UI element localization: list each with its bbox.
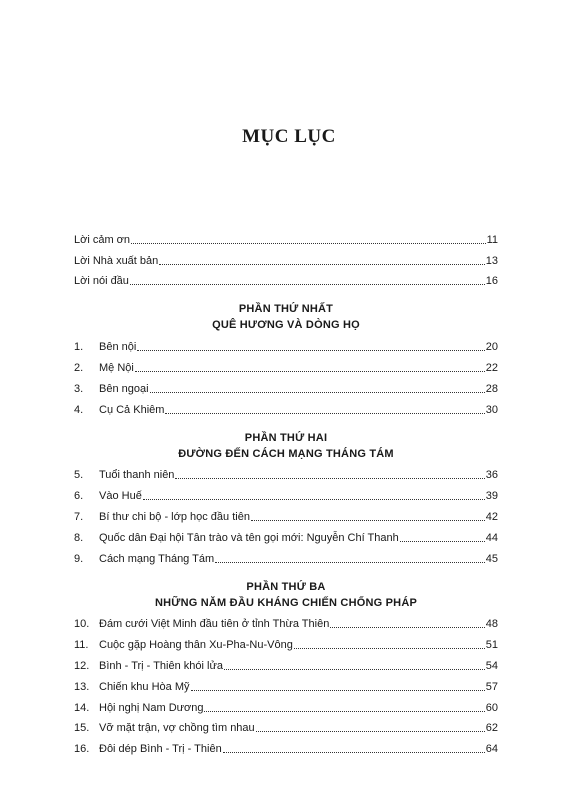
entry-number: 10.: [74, 618, 90, 631]
toc-entry[interactable]: [74, 652, 498, 673]
front-matter: [74, 226, 498, 288]
toc-entry[interactable]: [74, 524, 498, 545]
entry-page: 20: [485, 341, 498, 354]
entry-label: Mệ Nội: [99, 361, 134, 374]
entry-page: 39: [485, 490, 498, 503]
toc-entry[interactable]: [74, 354, 498, 375]
dot-leader: [251, 520, 485, 521]
dot-leader: [223, 752, 485, 753]
dot-leader: [294, 648, 485, 649]
entry-number: 7.: [74, 510, 84, 523]
entry-page: 44: [485, 531, 498, 544]
entry-label: Cuộc gặp Hoàng thân Xu-Pha-Nu-Vông: [99, 639, 293, 652]
toc-entry[interactable]: [74, 375, 498, 396]
entry-number: 8.: [74, 531, 84, 544]
toc-entry[interactable]: [74, 735, 498, 756]
dot-leader: [175, 478, 484, 479]
dot-leader: [400, 541, 485, 542]
entry-page: 11: [486, 233, 498, 246]
toc-entry[interactable]: [74, 715, 498, 736]
entry-number: 3.: [74, 382, 84, 395]
toc-entry-publisher[interactable]: [74, 247, 498, 268]
dot-leader: [137, 350, 484, 351]
entry-number: 9.: [74, 552, 84, 565]
dot-leader: [143, 499, 485, 500]
entry-page: 28: [485, 382, 498, 395]
entry-page: 36: [485, 469, 498, 482]
dot-leader: [150, 392, 485, 393]
entry-number: 4.: [74, 403, 84, 416]
part-heading: PHẦN THỨ HAI: [244, 431, 328, 444]
entry-page: 22: [485, 361, 498, 374]
entry-label: Tuổi thanh niên: [99, 469, 175, 482]
entry-page: 51: [485, 639, 498, 652]
dot-leader: [256, 731, 485, 732]
dot-leader: [165, 413, 484, 414]
dot-leader: [159, 264, 484, 265]
entry-label: Bên nội: [99, 341, 137, 354]
entry-page: 42: [485, 510, 498, 523]
entry-page: 64: [485, 743, 498, 756]
entry-label: Bình - Trị - Thiên khói lửa: [99, 659, 223, 672]
toc-entry[interactable]: [74, 545, 498, 566]
entry-page: 60: [485, 701, 498, 714]
entry-label: Đám cưới Việt Minh đầu tiên ở tỉnh Thừa Thiên: [99, 618, 330, 631]
part-heading-1: [74, 301, 498, 333]
dot-leader: [191, 690, 485, 691]
entry-label: Cách mạng Tháng Tám: [99, 552, 215, 565]
entry-number: 16.: [74, 743, 90, 756]
dot-leader: [135, 371, 485, 372]
dot-leader: [131, 243, 486, 244]
entry-label: Bên ngoại: [99, 382, 149, 395]
entry-label: Lời cảm ơn: [74, 233, 130, 246]
toc-entry[interactable]: [74, 396, 498, 417]
part-subtitle: ĐƯỜNG ĐẾN CÁCH MẠNG THÁNG TÁM: [178, 447, 394, 460]
entry-number: 13.: [74, 680, 90, 693]
entry-label: Bí thư chi bộ - lớp học đầu tiên: [99, 510, 250, 523]
entry-page: 30: [485, 403, 498, 416]
entry-number: 11.: [74, 639, 89, 652]
part-subtitle: NHỮNG NĂM ĐẦU KHÁNG CHIẾN CHỐNG PHÁP: [155, 596, 417, 609]
entry-number: 2.: [74, 361, 84, 374]
entry-label: Lời nói đầu: [74, 275, 129, 288]
entry-number: 12.: [74, 659, 90, 672]
toc-entry[interactable]: [74, 611, 498, 632]
entry-number: 6.: [74, 490, 84, 503]
dot-leader: [130, 284, 485, 285]
toc-entry[interactable]: [74, 503, 498, 524]
dot-leader: [215, 562, 485, 563]
entry-label: Lời Nhà xuất bản: [74, 254, 159, 267]
entry-page: 54: [485, 659, 498, 672]
dot-leader: [330, 627, 484, 628]
page-title: MỤC LỤC: [242, 126, 336, 147]
entry-page: 45: [485, 552, 498, 565]
entry-label: Hội nghị Nam Dương: [99, 701, 204, 714]
entry-label: Chiến khu Hòa Mỹ: [99, 680, 190, 693]
part-heading: PHẦN THỨ BA: [246, 580, 326, 593]
entry-number: 1.: [74, 341, 84, 354]
part-subtitle: QUÊ HƯƠNG VÀ DÒNG HỌ: [212, 319, 360, 332]
entry-label: Quốc dân Đại hội Tân trào và tên gọi mới: Nguyễn Chí Thanh: [99, 531, 399, 544]
toc-entry-preface[interactable]: [74, 268, 498, 289]
entry-page: 62: [485, 722, 498, 735]
toc-entry[interactable]: [74, 631, 498, 652]
entry-label: Vỡ mặt trận, vợ chồng tìm nhau: [99, 722, 255, 735]
entry-label: Cụ Cả Khiêm: [99, 403, 165, 416]
entry-number: 5.: [74, 469, 84, 482]
toc-entry[interactable]: [74, 673, 498, 694]
toc-entry[interactable]: [74, 333, 498, 354]
toc-entry-thanks[interactable]: [74, 226, 498, 247]
dot-leader: [224, 669, 485, 670]
toc-entry[interactable]: [74, 462, 498, 483]
entry-label: Đôi dép Bình - Trị - Thiên: [99, 743, 222, 756]
part-heading-2: [74, 430, 498, 462]
entry-number: 15.: [74, 722, 90, 735]
entry-page: 16: [485, 275, 498, 288]
entry-page: 13: [485, 254, 498, 267]
entry-page: 57: [485, 680, 498, 693]
table-of-contents: [74, 226, 498, 756]
entry-number: 14.: [74, 701, 90, 714]
toc-entry[interactable]: [74, 694, 498, 715]
part-heading: PHẦN THỨ NHẤT: [238, 303, 334, 316]
entry-label: Vào Huế: [99, 490, 142, 503]
part-heading-3: [74, 579, 498, 611]
entry-page: 48: [485, 618, 498, 631]
dot-leader: [204, 711, 484, 712]
toc-entry[interactable]: [74, 482, 498, 503]
